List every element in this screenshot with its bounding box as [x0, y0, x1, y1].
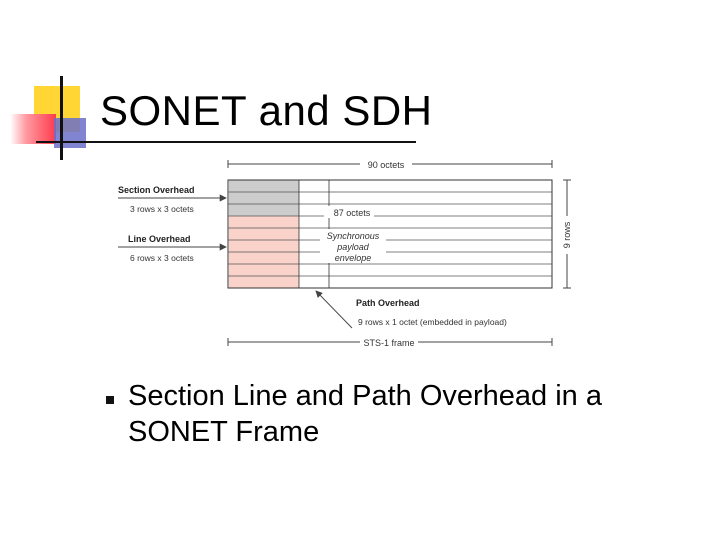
title-decoration-blue-square [54, 118, 86, 148]
span-87-octets [324, 206, 374, 218]
frame-label: STS-1 frame [363, 338, 415, 348]
section-overhead-callout [118, 185, 226, 214]
section-overhead-size: 3 rows x 3 octets [130, 204, 194, 214]
title-decoration-red-bar [10, 114, 56, 144]
spe-label-line1: Synchronous [326, 231, 380, 241]
sts1-frame-span [228, 338, 552, 348]
bullet-text: Section Line and Path Overhead in a SONET Frame [128, 380, 602, 448]
spe-label-line3: envelope [334, 253, 372, 263]
line-overhead-size: 6 rows x 3 octets [130, 253, 194, 263]
rows-label: 9 rows [562, 221, 572, 249]
slide-title: SONET and SDH [100, 87, 433, 134]
title-underline [36, 141, 416, 143]
span-90-octets [228, 160, 552, 170]
section-overhead-label: Section Overhead [118, 185, 195, 195]
line-overhead-callout [118, 234, 226, 263]
path-overhead-callout [316, 291, 507, 328]
spe-label [320, 229, 386, 263]
path-overhead-label: Path Overhead [356, 298, 420, 308]
bullet-marker [106, 396, 114, 404]
sonet-frame-svg [112, 150, 592, 360]
section-overhead-block [229, 180, 299, 216]
span-9-rows [562, 180, 572, 288]
span-87-label: 87 octets [333, 208, 371, 218]
line-overhead-label: Line Overhead [128, 234, 191, 244]
sonet-frame-diagram [112, 150, 592, 360]
spe-label-line2: payload [337, 242, 369, 252]
title-decoration-vertical-line [60, 76, 63, 160]
span-90-label: 90 octets [367, 160, 405, 170]
path-overhead-size: 9 rows x 1 octet (embedded in payload) [358, 317, 507, 327]
